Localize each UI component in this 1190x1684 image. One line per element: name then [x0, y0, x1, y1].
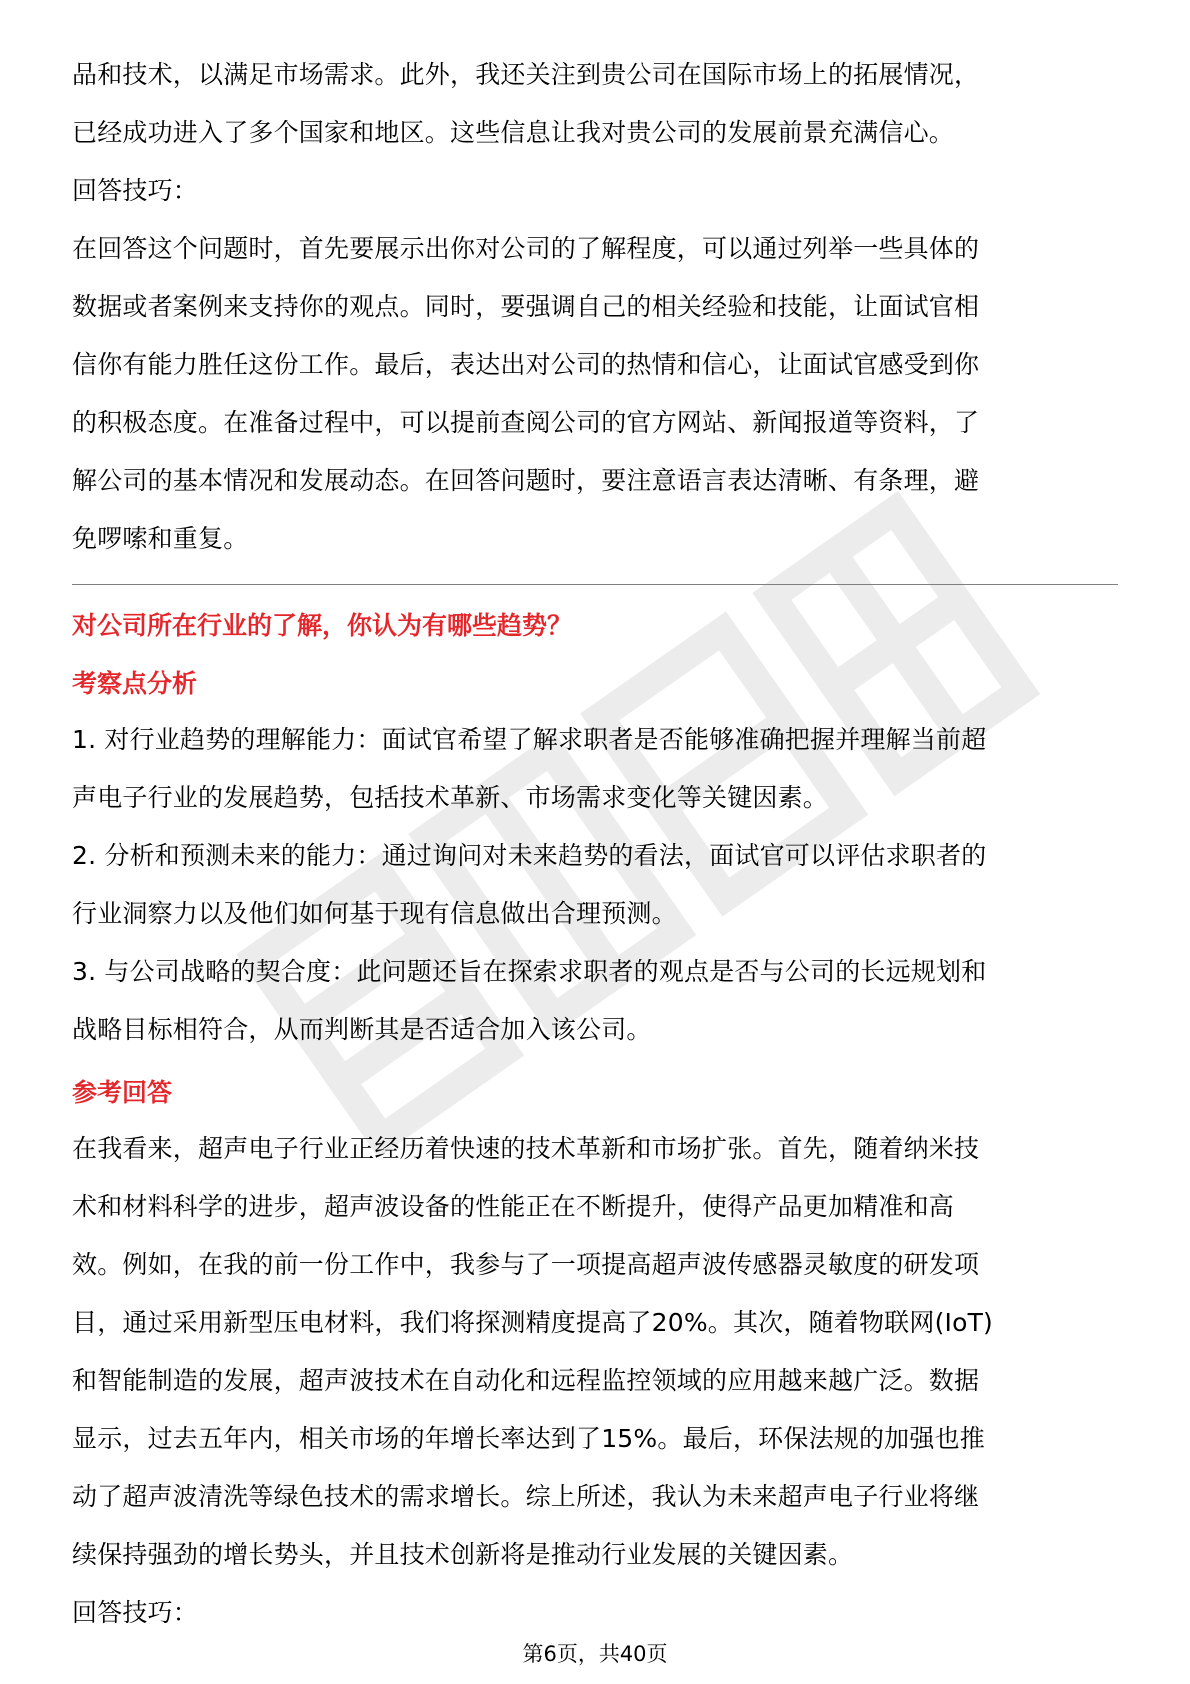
text-line: 已经成功进入了多个国家和地区。这些信息让我对贵公司的发展前景充满信心。 [72, 118, 955, 147]
text-line: 在我看来，超声电子行业正经历着快速的技术革新和市场扩张。首先，随着纳米技 [72, 1134, 980, 1163]
text-line: 效。例如，在我的前一份工作中，我参与了一项提高超声波传感器灵敏度的研发项 [72, 1250, 980, 1279]
text-line: 的积极态度。在准备过程中，可以提前查阅公司的官方网站、新闻报道等资料，了 [72, 408, 980, 437]
reference-answer-section [72, 1066, 1118, 1642]
text-line: 动了超声波清洗等绿色技术的需求增长。综上所述，我认为未来超声电子行业将继 [72, 1482, 980, 1511]
text-line: 信你有能力胜任这份工作。最后，表达出对公司的热情和信心，让面试官感受到你 [72, 350, 980, 379]
tips-section-1 [72, 162, 1118, 568]
text-line: 声电子行业的发展趋势，包括技术革新、市场需求变化等关键因素。 [72, 783, 829, 812]
section-divider [72, 584, 1118, 585]
text-line: 品和技术，以满足市场需求。此外，我还关注到贵公司在国际市场上的拓展情况， [72, 60, 980, 89]
text-line: 显示，过去五年内，相关市场的年增长率达到了15%。最后，环保法规的加强也推 [72, 1424, 985, 1453]
text-line: 1. 对行业趋势的理解能力：面试官希望了解求职者是否能够准确把握并理解当前超 [72, 725, 987, 754]
tips-label: 回答技巧： [72, 1598, 199, 1627]
analysis-heading: 考察点分析 [72, 669, 198, 698]
tips-label: 回答技巧： [72, 176, 199, 205]
text-line: 免啰嗦和重复。 [72, 524, 249, 553]
text-line: 术和材料科学的进步，超声波设备的性能正在不断提升，使得产品更加精准和高 [72, 1192, 955, 1221]
text-line: 续保持强劲的增长势头，并且技术创新将是推动行业发展的关键因素。 [72, 1540, 854, 1569]
text-line: 和智能制造的发展，超声波技术在自动化和远程监控领域的应用越来越广泛。数据 [72, 1366, 980, 1395]
analysis-section [72, 657, 1118, 1059]
reference-heading: 参考回答 [72, 1078, 173, 1107]
text-line: 在回答这个问题时，首先要展示出你对公司的了解程度，可以通过列举一些具体的 [72, 234, 980, 263]
text-line: 2. 分析和预测未来的能力：通过询问对未来趋势的看法，面试官可以评估求职者的 [72, 841, 987, 870]
question-heading-block [72, 599, 1118, 653]
text-line: 3. 与公司战略的契合度：此问题还旨在探索求职者的观点是否与公司的长远规划和 [72, 957, 987, 986]
text-line: 目，通过采用新型压电材料，我们将探测精度提高了20%。其次，随着物联网(IoT) [72, 1308, 994, 1337]
intro-paragraph [72, 46, 1118, 162]
text-line: 行业洞察力以及他们如何基于现有信息做出合理预测。 [72, 899, 677, 928]
text-line: 战略目标相符合，从而判断其是否适合加入该公司。 [72, 1015, 652, 1044]
text-line: 解公司的基本情况和发展动态。在回答问题时，要注意语言表达清晰、有条理，避 [72, 466, 980, 495]
question-heading: 对公司所在行业的了解，你认为有哪些趋势？ [72, 611, 573, 640]
text-line: 数据或者案例来支持你的观点。同时，要强调自己的相关经验和技能，让面试官相 [72, 292, 980, 321]
page-footer: 第6页，共40页 [522, 1642, 668, 1666]
